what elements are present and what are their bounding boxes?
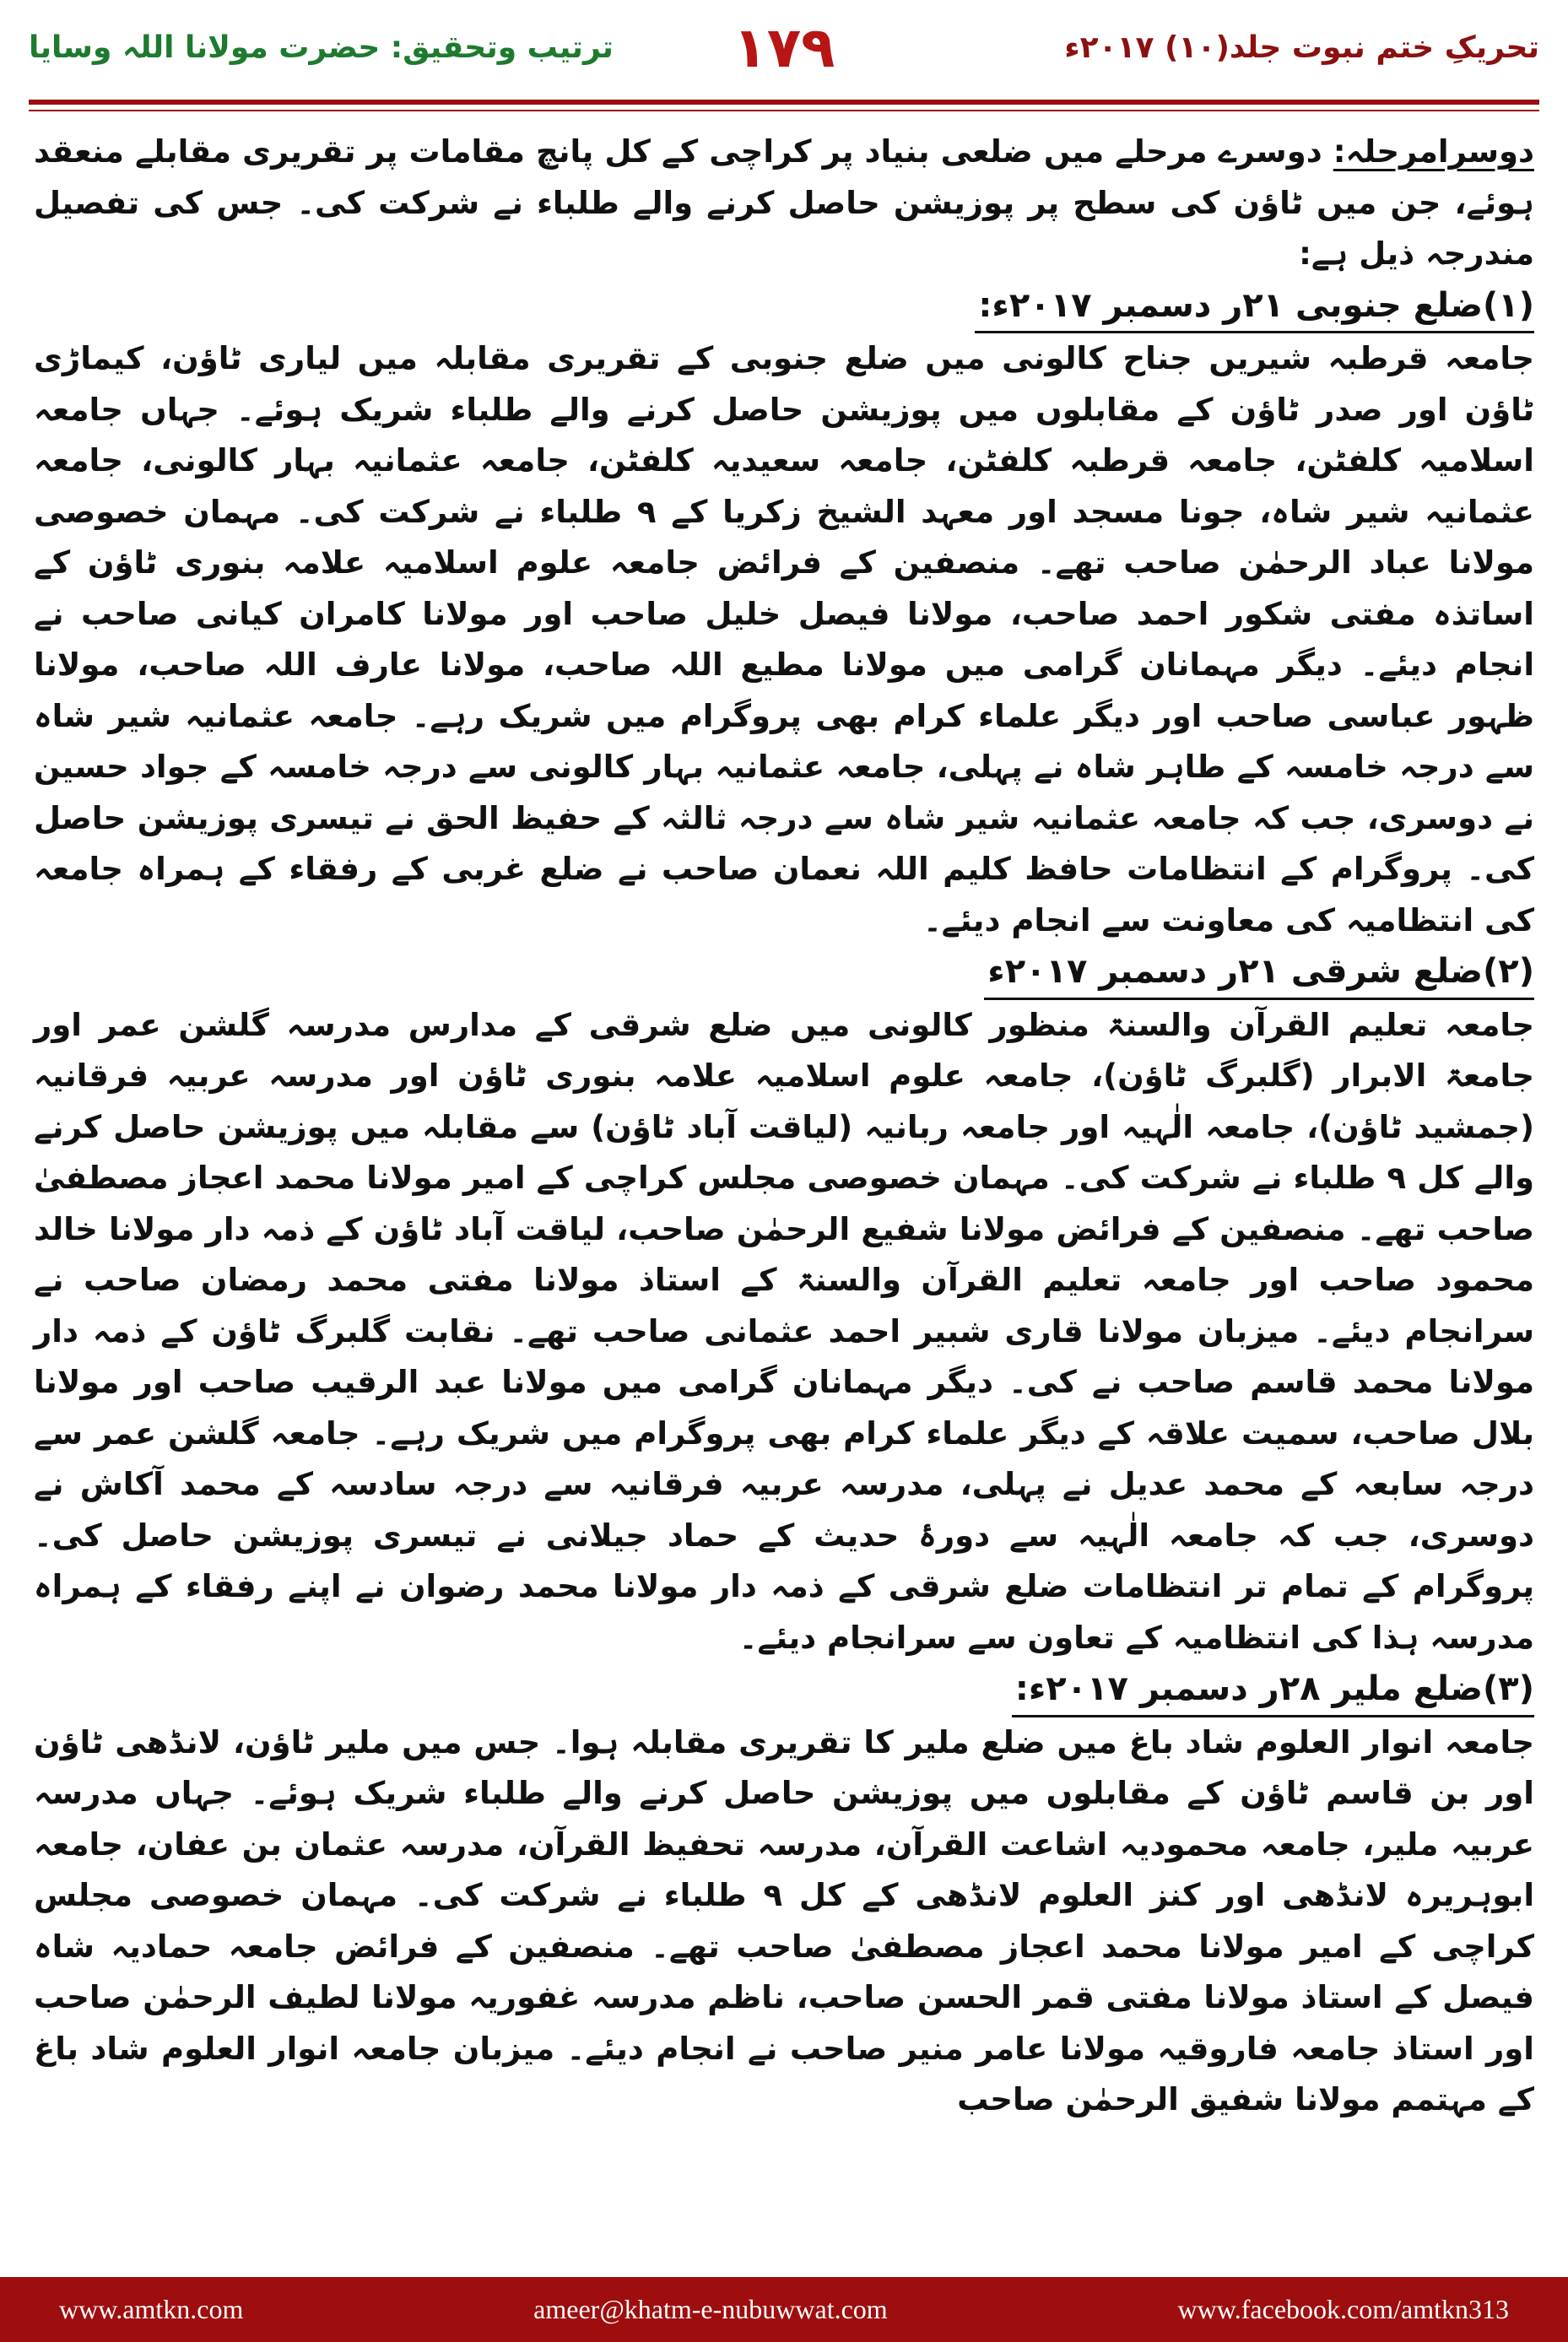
section-heading-south xyxy=(975,280,1534,334)
compiler-credit: ترتیب وتحقیق: حضرت مولانا اللہ وسایا xyxy=(29,30,614,65)
intro-text: دوسرے مرحلے میں ضلعی بنیاد پر کراچی کے کل پانچ مقامات پر تقریری مقابلے منعقد ہوئے، جن میں ٹاؤن کی سطح پر پوزیشن حاصل کرنے والے طلباء نے شرکت کی۔ جس کی تفصیل مندرجہ ذیل ہے: xyxy=(34,133,1534,272)
footer-email-link[interactable]: ameer@khatm-e-nubuwwat.com xyxy=(533,2293,888,2324)
footer-facebook-link[interactable]: www.facebook.com/amtkn313 xyxy=(1177,2293,1509,2324)
footer-website-link[interactable]: www.amtkn.com xyxy=(59,2293,244,2324)
section-paragraph-malir: جامعہ انوار العلوم شاد باغ میں ضلع ملیر کا تقریری مقابلہ ہوا۔ جس میں ملیر ٹاؤن، لانڈھی ٹاؤن اور بن قاسم ٹاؤن کے مقابلوں میں پوزیشن حاصل کرنے والے طلباء شریک ہوئے۔ جہاں مدرسہ عربیہ ملیر، جامعہ محمودیہ اشاعت القرآن، مدرسہ تحفیظ القرآن، مدرسہ عثمان بن عفان، جامعہ ابوہریرہ لانڈھی اور کنز العلوم لانڈھی کے کل ۹ طلباء نے شرکت کی۔ مہمان خصوصی مجلس کراچی کے امیر مولانا محمد اعجاز مصطفیٰ صاحب تھے۔ منصفین کے فرائض جامعہ حمادیہ شاہ فیصل کے استاذ مولانا مفتی قمر الحسن صاحب، ناظم مدرسہ غفوریہ مولانا لطیف الرحمٰن صاحب اور استاذ جامعہ فاروقیہ مولانا عامر منیر صاحب نے انجام دیئے۔ میزبان جامعہ انوار العلوم شاد باغ کے مہتمم مولانا شفیق الرحمٰن صاحب xyxy=(34,1723,1535,2118)
section-heading-malir xyxy=(1012,1663,1534,1717)
article-body xyxy=(34,127,1534,2126)
page-number: ۱۷۹ xyxy=(733,15,835,80)
section-heading-text: (۳)ضلع ملیر ۲۸ر دسمبر ۲۰۱۷ء: xyxy=(1014,1669,1534,1708)
section-paragraph-east: جامعہ تعلیم القرآن والسنۃ منظور کالونی میں ضلع شرقی کے مدارس مدرسہ گلشن عمر اور جامعۃ الابرار (گلبرگ ٹاؤن)، جامعہ علوم اسلامیہ علامہ بنوری ٹاؤن اور مدرسہ عربیہ فرقانیہ (جمشید ٹاؤن)، جامعہ الٰہیہ اور جامعہ ربانیہ (لیاقت آباد ٹاؤن) سے مقابلہ میں پوزیشن حاصل کرنے والے کل ۹ طلباء نے شرکت کی۔ مہمان خصوصی مجلس کراچی کے امیر مولانا محمد اعجاز مصطفیٰ صاحب تھے۔ منصفین کے فرائض مولانا شفیع الرحمٰن صاحب، لیاقت آباد ٹاؤن کے ذمہ دار مولانا خالد محمود صاحب اور جامعہ تعلیم القرآن والسنۃ کے استاذ مولانا مفتی محمد رمضان صاحب نے سرانجام دیئے۔ میزبان مولانا قاری شبیر احمد عثمانی صاحب تھے۔ نقابت گلبرگ ٹاؤن کے ذمہ دار مولانا محمد قاسم صاحب نے کی۔ دیگر مہمانان گرامی میں مولانا عبد الرقیب صاحب اور مولانا بلال صاحب، سمیت علاقہ کے دیگر علماء کرام بھی پروگرام میں شریک رہے۔ جامعہ گلشن عمر سے درجہ سابعہ کے محمد عدیل نے پہلی، مدرسہ عربیہ فرقانیہ سے درجہ سادسہ کے محمد آکاش نے دوسری، جب کہ جامعہ الٰہیہ سے دورۂ حدیث کے حماد جیلانی نے تیسری پوزیشن حاصل کی۔ پروگرام کے تمام تر انتظامات ضلع شرقی کے ذمہ دار مولانا محمد رضوان نے اپنے رفقاء کے ہمراہ مدرسہ ہذا کی انتظامیہ کے تعاون سے سرانجام دیئے۔ xyxy=(34,1006,1535,1656)
intro-label: دوسرامرحلہ: xyxy=(1333,133,1534,170)
intro-paragraph xyxy=(34,127,1534,280)
section-paragraph-south: جامعہ قرطبہ شیریں جناح کالونی میں ضلع جنوبی کے تقریری مقابلہ میں لیاری ٹاؤن، کیماڑی ٹاؤن اور صدر ٹاؤن کے مقابلوں میں پوزیشن حاصل کرنے والے طلباء شریک ہوئے۔ جہاں جامعہ اسلامیہ کلفٹن، جامعہ قرطبہ کلفٹن، جامعہ سعیدیہ کلفٹن، جامعہ عثمانیہ بہار کالونی، جامعہ عثمانیہ شیر شاہ، جونا مسجد اور معہد الشیخ زکریا کے ۹ طلباء نے شرکت کی۔ مہمان خصوصی مولانا عباد الرحمٰن صاحب تھے۔ منصفین کے فرائض جامعہ علوم اسلامیہ علامہ بنوری ٹاؤن کے اساتذہ مفتی شکور احمد صاحب، مولانا فیصل خلیل صاحب اور مولانا کامران کیانی صاحب نے انجام دیئے۔ دیگر مہمانان گرامی میں مولانا مطیع اللہ صاحب، مولانا عارف اللہ صاحب، مولانا ظہور عباسی صاحب اور دیگر علماء کرام بھی پروگرام میں شریک رہے۔ جامعہ عثمانیہ شیر شاہ سے درجہ خامسہ کے طاہر شاہ نے پہلی، جامعہ عثمانیہ بہار کالونی سے درجہ خامسہ کے جواد حسین نے دوسری، جب کہ جامعہ عثمانیہ شیر شاہ سے درجہ ثالثہ کے حفیظ الحق نے تیسری پوزیشن حاصل کی۔ پروگرام کے انتظامات حافظ کلیم اللہ نعمان صاحب نے ضلع غربی کے رفقاء کے ہمراہ جامعہ کی انتظامیہ کی معاونت سے انجام دیئے۔ xyxy=(34,340,1534,938)
page-header xyxy=(0,0,1568,110)
page-footer xyxy=(0,2277,1568,2342)
section-heading-east xyxy=(984,946,1534,1000)
section-heading-text: (۱)ضلع جنوبی ۲۱ر دسمبر ۲۰۱۷ء: xyxy=(978,285,1534,325)
section-heading-text: (۲)ضلع شرقی ۲۱ر دسمبر ۲۰۱۷ء xyxy=(987,952,1534,991)
header-divider-thin xyxy=(29,110,1539,111)
book-title: تحریکِ ختم نبوت جلد(۱۰) ۲۰۱۷ء xyxy=(1064,30,1539,65)
header-divider-thick xyxy=(29,100,1539,105)
